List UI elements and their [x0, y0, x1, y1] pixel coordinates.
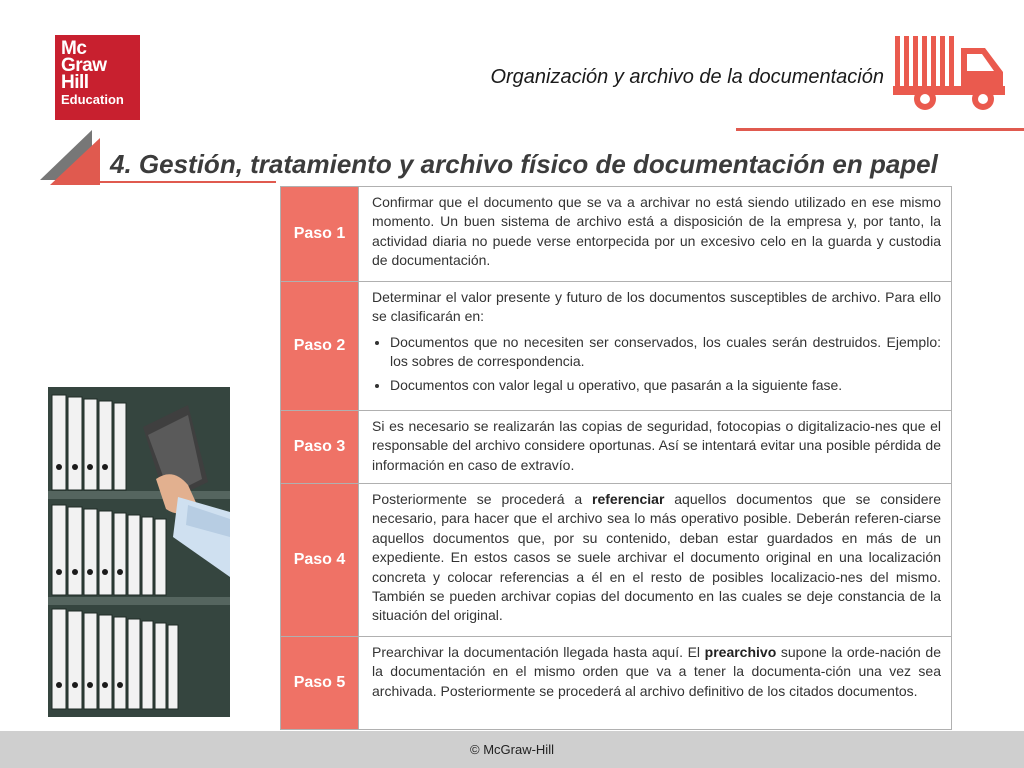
step-label: Paso 2 [281, 282, 359, 410]
title-underline [100, 181, 276, 183]
step-bullet: • Documentos que no necesiten ser conservados, los cuales serán destruidos. Ejemplo: los sobres de correspondencia. [390, 333, 941, 372]
step-description [359, 282, 951, 410]
step-row-3 [281, 411, 951, 484]
logo-line-1: Mc [61, 38, 87, 59]
step-description: Si es necesario se realizarán las copias de seguridad, fotocopias o digitalizacio-nes que el responsable del archivo considere oportunas. Así se intentará evitar una posible pérdida de información en caso de extravío. [372, 418, 941, 473]
mcgraw-hill-logo [55, 35, 140, 120]
header-divider [736, 128, 1024, 131]
logo-line-4: Education [61, 92, 124, 107]
step-text-before: Prearchivar la documentación llegada hasta aquí. El [372, 644, 705, 660]
logo-line-3: Hill [61, 72, 89, 93]
step-row-4 [281, 484, 951, 637]
footer-bar [0, 731, 1024, 768]
step-label: Paso 3 [281, 411, 359, 483]
step-text-before: Posteriormente se procederá a [372, 491, 593, 507]
step-label: Paso 5 [281, 637, 359, 729]
step-label: Paso 1 [281, 187, 359, 281]
book-title: Organización y archivo de la documentación [490, 66, 884, 88]
step-row-2 [281, 282, 951, 411]
section-title: 4. Gestión, tratamiento y archivo físico de documentación en papel [110, 149, 938, 179]
filing-steps-table [280, 186, 952, 730]
copyright-text: © McGraw-Hill [470, 742, 554, 757]
step-bold-term: referenciar [592, 491, 665, 507]
step-row-5 [281, 637, 951, 729]
step-bold-term: prearchivo [704, 644, 777, 660]
step-text-after: aquellos documentos que se considere necesario, para hacer que el archivo sea lo más operativo posible. Deberán referen-ciarse aquellos documentos que, por su contenido, deban estar guardados en más de un expediente. En estos casos se suele archivar el documento original en una localización concreta y colocar referencias a él en el resto de posibles localizacio-nes del mismo. También se pueden archivar copias del documento en las cuales se deje constancia de la situación del original. [372, 491, 942, 624]
step-intro: Determinar el valor presente y futuro de los documentos susceptibles de archivo. Para ello se clasificarán en: [372, 289, 941, 325]
step-row-1 [281, 187, 951, 282]
corner-decoration [40, 130, 100, 185]
logo-line-2: Graw [61, 55, 107, 76]
truck-icon [893, 34, 1008, 112]
step-bullet-list [372, 333, 941, 395]
step-description [359, 637, 951, 729]
step-description: Confirmar que el documento que se va a archivar no está siendo utilizado en ese mismo momento. Un buen sistema de archivo está a disposición de la empresa y, por tanto, la actividad diaria no puede verse entorpecida por un excesivo celo en la guarda y custodia de documentación. [372, 194, 941, 269]
step-description [359, 484, 951, 636]
step-text-after: supone la orde-nación de la documentación en el mismo orden que va a tener la documenta-ción una vez sea archivada. Posteriormente se procederá al archivo definitivo de los citados documentos. [372, 644, 942, 699]
step-bullet: • Documentos con valor legal u operativo, que pasarán a la siguiente fase. [390, 376, 941, 395]
step-label: Paso 4 [281, 484, 359, 636]
archive-shelves-photo [48, 387, 230, 717]
